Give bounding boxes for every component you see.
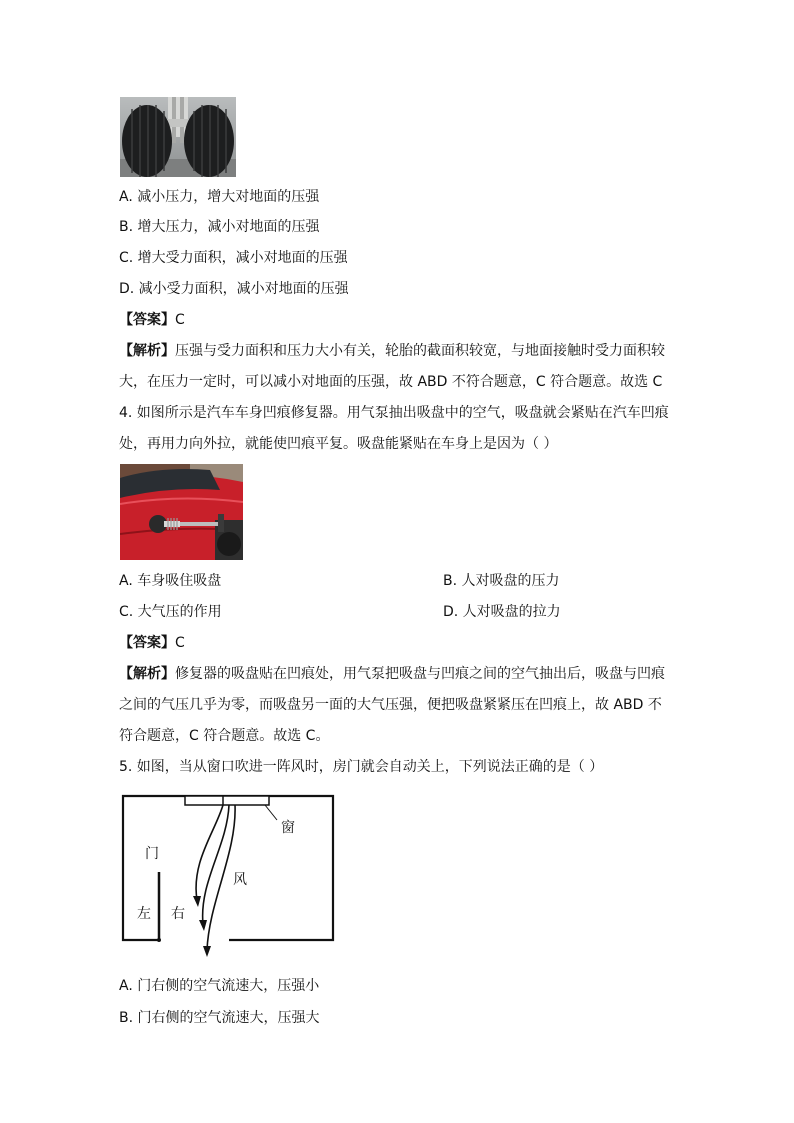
q3-option-c: C. 增大受力面积，减小对地面的压强	[119, 250, 348, 266]
q4-analysis-line-1: 【解析】修复器的吸盘贴在凹痕处，用气泵把吸盘与凹痕之间的空气抽出后，吸盘与凹痕	[119, 666, 665, 682]
analysis-tag: 【解析】	[119, 343, 175, 359]
left-label: 左	[137, 906, 151, 922]
q3-option-a: A. 减小压力，增大对地面的压强	[119, 189, 320, 205]
answer-tag: 【答案】	[119, 635, 175, 651]
car-dent-repair-photo	[120, 464, 243, 560]
door-label: 门	[145, 846, 159, 862]
q3-analysis-line-2: 大，在压力一定时，可以减小对地面的压强，故 ABD 不符合题意，C 符合题意。故选 C	[119, 374, 663, 390]
q3-analysis-line-1: 【解析】压强与受力面积和压力大小有关，轮胎的截面积较宽，与地面接触时受力面积较	[119, 343, 665, 359]
analysis-tag: 【解析】	[119, 666, 175, 682]
answer-tag: 【答案】	[119, 312, 175, 328]
q4-option-c: C. 大气压的作用	[119, 604, 222, 620]
aircraft-tire-photo	[120, 97, 236, 177]
q4-answer	[119, 633, 185, 653]
window-label: 窗	[281, 820, 295, 836]
q5-option-b: B. 门右侧的空气流速大，压强大	[119, 1010, 320, 1026]
answer-value: C	[175, 635, 185, 651]
q4-option-b: B. 人对吸盘的压力	[443, 573, 560, 589]
q5-option-a: A. 门右侧的空气流速大，压强小	[119, 978, 320, 994]
room-wind-diagram	[119, 792, 339, 966]
q3-option-d: D. 减小受力面积，减小对地面的压强	[119, 281, 349, 297]
q4-option-a: A. 车身吸住吸盘	[119, 573, 222, 589]
q4-analysis-line-3: 符合题意，C 符合题意。故选 C。	[119, 728, 330, 744]
right-label: 右	[171, 906, 185, 922]
q5-stem: 5. 如图，当从窗口吹进一阵风时，房门就会自动关上，下列说法正确的是（ ）	[119, 759, 604, 775]
q4-analysis-line-2: 之间的气压几乎为零，而吸盘另一面的大气压强，便把吸盘紧紧压在凹痕上，故 ABD 不	[119, 697, 662, 713]
wind-label: 风	[233, 872, 247, 888]
q4-stem-line-2: 处，再用力向外拉，就能使凹痕平复。吸盘能紧贴在车身上是因为（ ）	[119, 436, 558, 452]
answer-value: C	[175, 312, 185, 328]
q4-option-d: D. 人对吸盘的拉力	[443, 604, 561, 620]
q4-stem-line-1: 4. 如图所示是汽车车身凹痕修复器。用气泵抽出吸盘中的空气，吸盘就会紧贴在汽车凹痕	[119, 405, 669, 421]
q3-answer	[119, 310, 185, 330]
q3-option-b: B. 增大压力，减小对地面的压强	[119, 219, 320, 235]
